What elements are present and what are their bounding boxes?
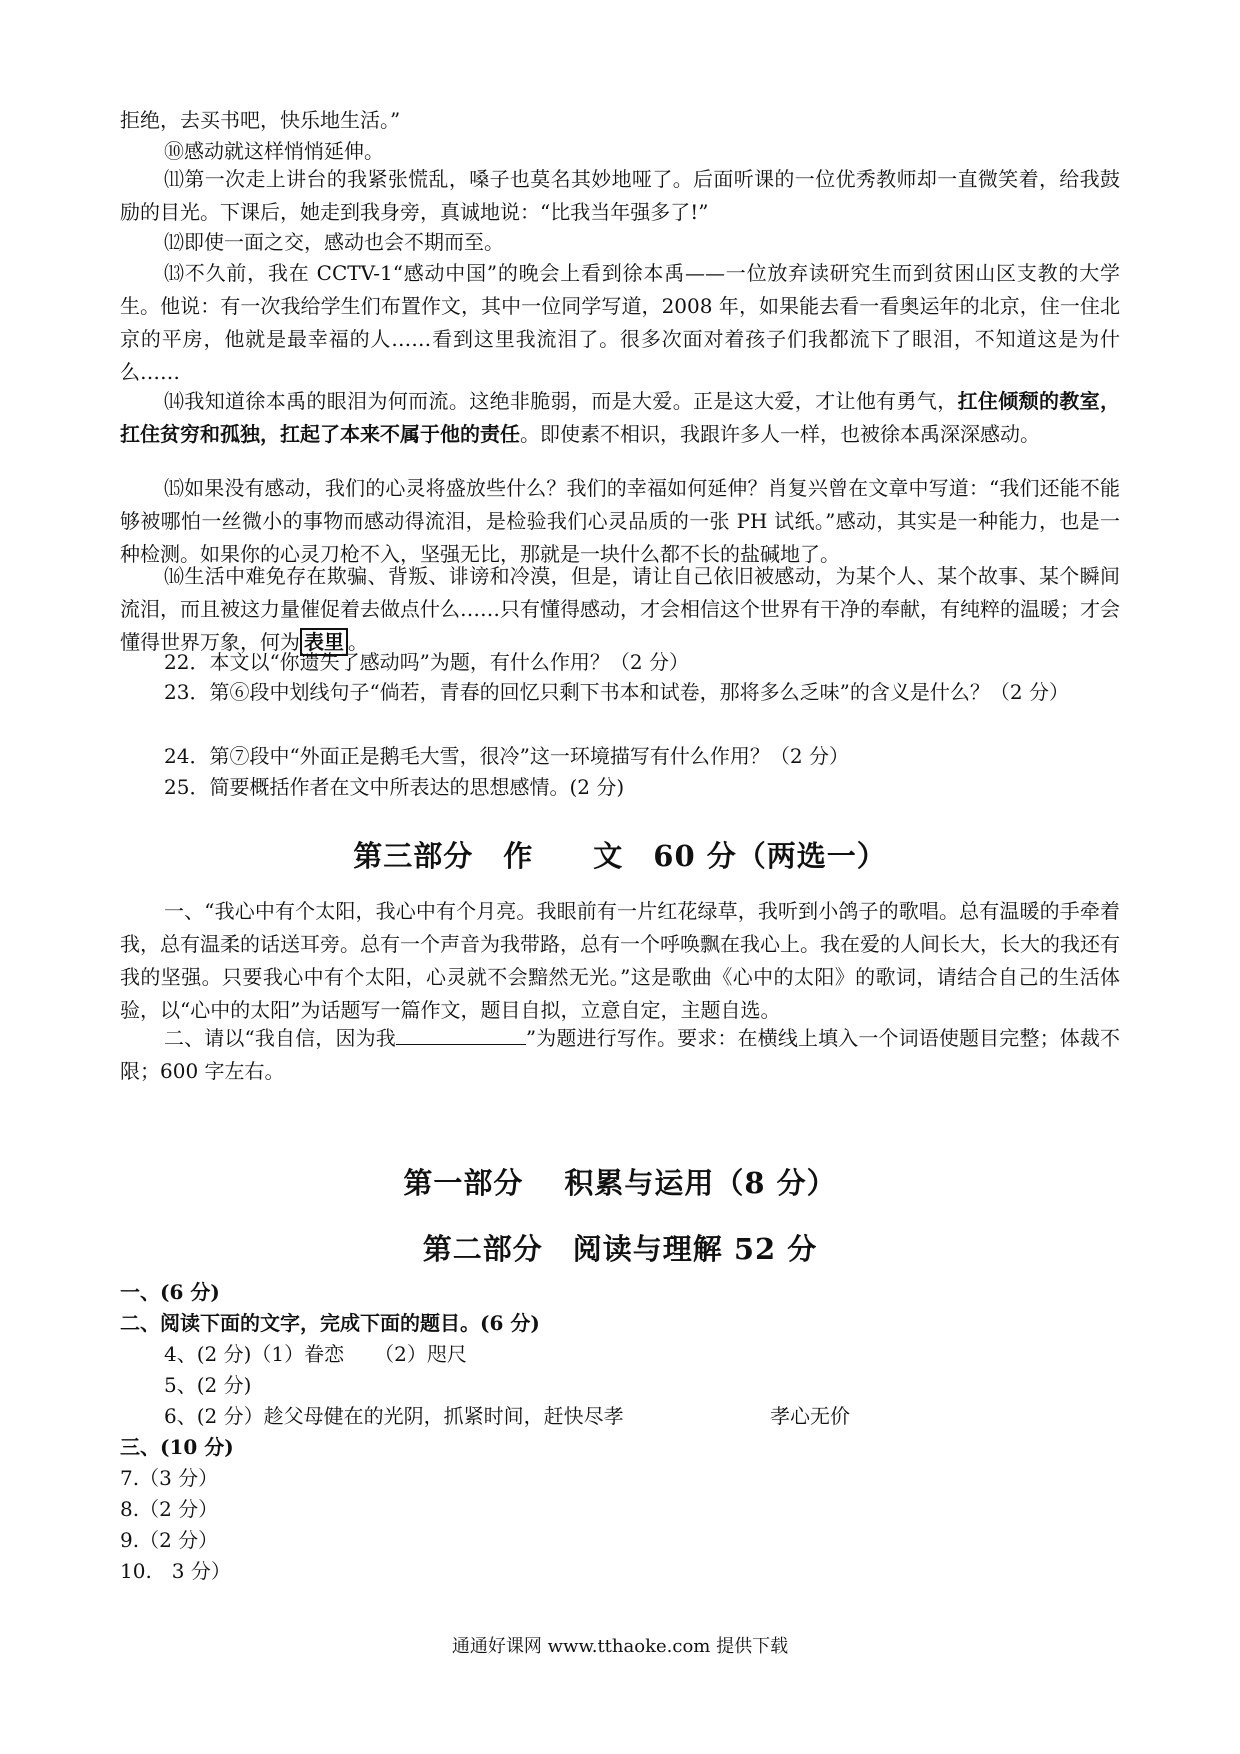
answer-4: 4、(2 分)（1）眷恋 （2）咫尺 (164, 1342, 467, 1366)
answers-part2-heading: 第二部分 阅读与理解 52 分 (422, 1232, 818, 1266)
essay-paragraph-10: ⑩感动就这样悄悄延伸。 (164, 139, 384, 163)
answers-part1-heading: 第一部分 积累与运用（8 分） (403, 1166, 837, 1200)
answer-section-1: 一、(6 分) (120, 1280, 220, 1304)
p16-text-a: ⒃生活中难免存在欺骗、背叛、诽谤和冷漠，但是，请让自己依旧被感动，为某个人、某个故事、某个瞬间流泪，而且被这力量催促着去做点什么……只有懂得感动，才会相信这个世界有干净的奉献，有纯粹的温暖；才会懂得世界万象，何为 (120, 564, 1120, 654)
prompt2-text-a: 二、请以“我自信，因为我 (164, 1026, 396, 1050)
prompt2-text-b: ”为题进行写作。要求：在横线上填入一个词语使题目完整；体裁不限；600 字左右。 (120, 1026, 1120, 1083)
essay-prompt-1: 一、“我心中有个太阳，我心中有个月亮。我眼前有一片红花绿草，我听到小鸽子的歌唱。总有温暖的手牵着我，总有温柔的话送耳旁。总有一个声音为我带路，总有一个呼唤飘在我心上。我在爱的人间长大，长大的我还有我的坚强。只要我心中有个太阳，心灵就不会黯然无光。”这是歌曲《心中的太阳》的歌词，请结合自己的生活体验，以“心中的太阳”为话题写一篇作文，题目自拟，立意自定，主题自选。 (120, 899, 1120, 1022)
answer-10: 10. 3 分） (120, 1559, 231, 1583)
p14-text-a: ⒁我知道徐本禹的眼泪为何而流。这绝非脆弱，而是大爱。正是这大爱，才让他有勇气， (164, 389, 958, 413)
essay-paragraph-9-end: 拒绝，去买书吧，快乐地生活。” (120, 108, 401, 132)
title-blank-line (396, 1024, 526, 1045)
p14-bold-phrase: 扛住倾颓的教室，扛住贫穷和孤独，扛起了本来不属于他的责任 (120, 389, 1121, 446)
question-22: 22．本文以“你遗失了感动吗”为题，有什么作用？（2 分） (164, 650, 689, 674)
p16-text-b: 。 (348, 630, 368, 654)
answer-8: 8.（2 分） (120, 1497, 219, 1521)
answer-5: 5、(2 分) (164, 1373, 252, 1397)
question-25: 25．简要概括作者在文中所表达的思想感情。(2 分) (164, 775, 625, 799)
answer-7: 7.（3 分） (120, 1466, 219, 1490)
answer-9: 9.（2 分） (120, 1528, 219, 1552)
essay-prompt-2 (120, 1022, 1120, 1088)
p14-text-b: 。即使素不相识，我跟许多人一样，也被徐本禹深深感动。 (520, 422, 1040, 446)
essay-paragraph-14 (120, 385, 1120, 451)
answer-section-3: 三、(10 分) (120, 1435, 234, 1459)
answer-section-2: 二、阅读下面的文字，完成下面的题目。(6 分) (120, 1311, 540, 1335)
essay-paragraph-16 (120, 560, 1120, 659)
question-24: 24．第⑦段中“外面正是鹅毛大雪，很冷”这一环境描写有什么作用？（2 分） (164, 744, 849, 768)
download-footer: 通通好课网 www.tthaoke.com 提供下载 (451, 1636, 789, 1657)
question-23: 23．第⑥段中划线句子“倘若，青春的回忆只剩下书本和试卷，那将多么乏味”的含义是什么？（2 分） (164, 680, 1069, 704)
essay-paragraph-11: ⑾第一次走上讲台的我紧张慌乱，嗓子也莫名其妙地哑了。后面听课的一位优秀教师却一直微笑着，给我鼓励的目光。下课后，她走到我身旁，真诚地说：“比我当年强多了!” (120, 167, 1120, 224)
p16-boxed-word: 表里 (300, 628, 348, 656)
answer-6-extra: 孝心无价 (770, 1404, 850, 1428)
essay-paragraph-13: ⒀不久前，我在 CCTV-1“感动中国”的晚会上看到徐本禹——一位放弃读研究生而到贫困山区支教的大学生。他说：有一次我给学生们布置作文，其中一位同学写道，2008 年，如果能去看一看奥运年的北京，住一住北京的平房，他就是最幸福的人……看到这里我流泪了。很多次面对着孩子们我都流下了眼泪，不知道这是为什么…… (120, 261, 1120, 384)
part3-heading: 第三部分 作 文 60 分（两选一） (353, 839, 887, 873)
essay-paragraph-15: ⒂如果没有感动，我们的心灵将盛放些什么？我们的幸福如何延伸？肖复兴曾在文章中写道：“我们还能不能够被哪怕一丝微小的事物而感动得流泪，是检验我们心灵品质的一张 PH 试纸。”感动，其实是一种能力，也是一种检测。如果你的心灵刀枪不入，坚强无比，那就是一块什么都不长的盐碱地了。 (120, 476, 1120, 566)
essay-paragraph-12: ⑿即使一面之交，感动也会不期而至。 (164, 230, 504, 254)
answer-6: 6、(2 分）趁父母健在的光阴，抓紧时间，赶快尽孝 (164, 1404, 624, 1428)
